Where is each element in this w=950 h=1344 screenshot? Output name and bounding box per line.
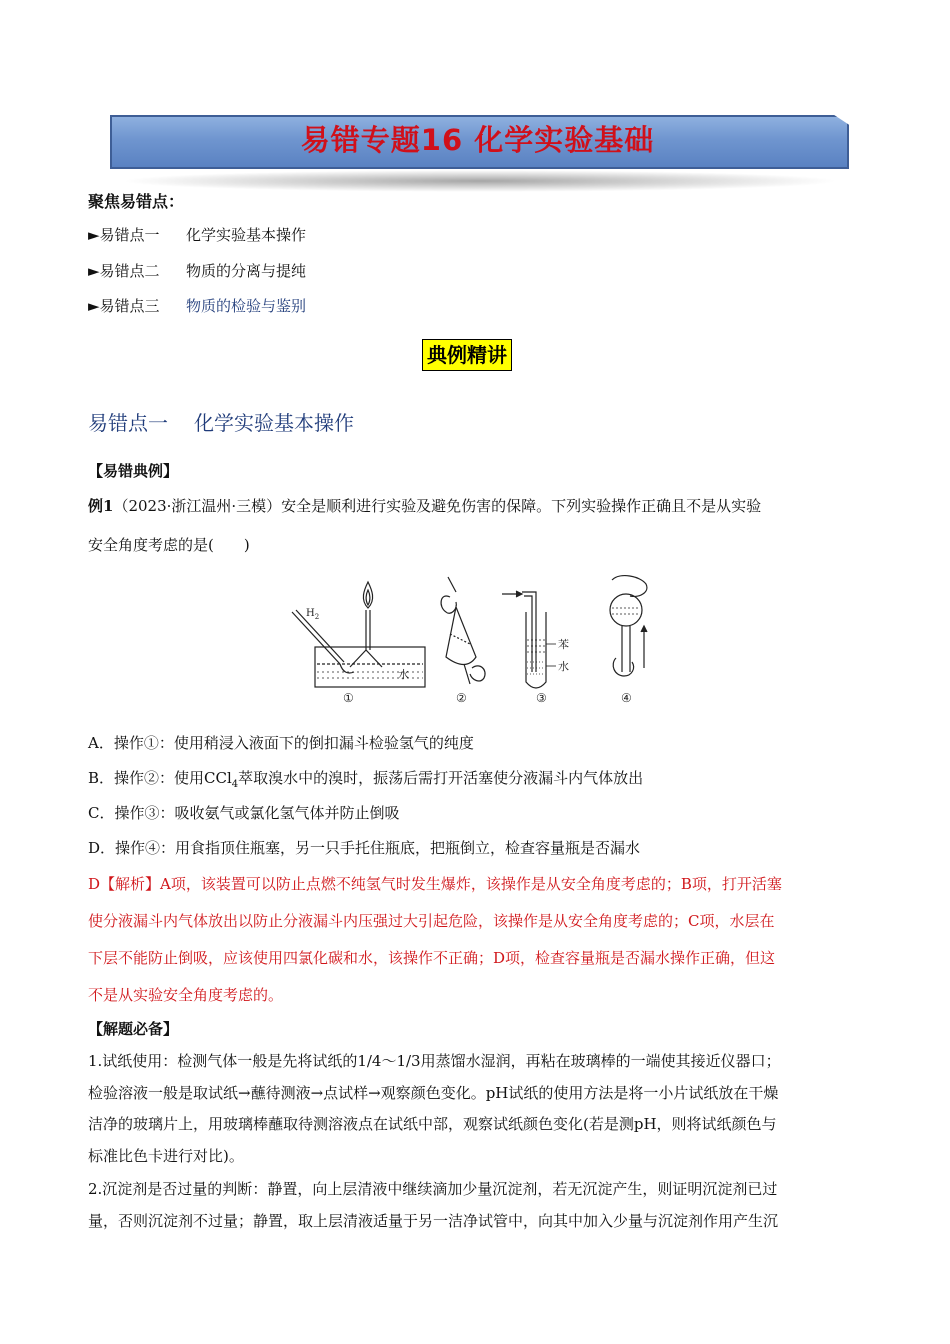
page-title: 易错专题16 化学实验基础	[300, 123, 655, 157]
section-heading-text: 化学实验基本操作	[194, 411, 354, 435]
prep-tag: 【解题必备】	[88, 1020, 179, 1038]
analysis-line-2: 使分液漏斗内气体放出以防止分液漏斗内压强过大引起危险，该操作是从安全角度考虑的；C项，水层在	[88, 912, 775, 930]
option-d	[88, 837, 640, 858]
option-text: 使用稍浸入液面下的倒扣漏斗检验氢气的纯度	[173, 734, 474, 752]
prep-line-4: 标准比色卡进行对比)。	[88, 1147, 244, 1165]
option-a	[88, 732, 474, 753]
prep-line-1: 1.试纸使用：检测气体一般是先将试纸的1/4～1/3用蒸馏水湿润，再粘在玻璃棒的一端使其接近仪器口；	[88, 1052, 781, 1070]
example-tag: 【易错典例】	[88, 462, 179, 480]
example-line-2: 安全角度考虑的是( )	[88, 536, 250, 554]
invert-arrow-head	[641, 626, 647, 632]
benzene-label: 苯	[558, 638, 569, 651]
focus-item-label: ►易错点一	[88, 226, 160, 244]
typical-examples-badge: 典例精讲	[422, 339, 512, 371]
delivery-tube	[522, 592, 536, 672]
lower-hand-icon	[470, 666, 485, 681]
volumetric-flask-bulb	[610, 594, 642, 626]
funnel-stem-2	[464, 664, 470, 684]
section-heading	[88, 407, 354, 436]
upper-hand-icon	[441, 596, 456, 613]
prep-line-3: 洁净的玻璃片上，用玻璃棒蘸取待测溶液点在试纸中部，观察试纸颜色变化(若是测pH，则将试纸颜色与	[88, 1115, 777, 1133]
option-prefix: C．操作③：	[88, 804, 175, 822]
water-label: 水	[398, 668, 409, 681]
analysis-line-1: D【解析】A项，该装置可以防止点燃不纯氢气时发生爆炸，该操作是从安全角度考虑的；B项，打开活塞	[88, 875, 782, 893]
option-prefix: B．操作②：	[88, 769, 175, 787]
figure-number-4: ④	[621, 691, 632, 705]
analysis-line-3: 下层不能防止倒吸，应该使用四氯化碳和水，该操作不正确；D项，检查容量瓶是否漏水操作正确，但这	[88, 949, 776, 967]
option-prefix: A．操作①：	[88, 734, 174, 752]
option-c	[88, 802, 400, 823]
prep-line-5: 2.沉淀剂是否过量的判断：静置，向上层清液中继续滴加少量沉淀剂，若无沉淀产生，则证明沉淀剂已过	[88, 1180, 778, 1198]
option-prefix: D．操作④：	[88, 839, 176, 857]
funnel-stopper-rod	[448, 577, 456, 592]
separatory-funnel-body	[446, 607, 476, 665]
arrow-head	[516, 591, 522, 597]
figure-number-1: ①	[343, 691, 354, 705]
flask-neck	[622, 626, 630, 672]
focus-item-2	[88, 260, 306, 281]
focus-heading: 聚焦易错点：	[88, 192, 185, 211]
focus-item-label: ►易错点二	[88, 262, 160, 280]
top-hand-icon	[612, 576, 647, 597]
apparatus-4	[610, 576, 647, 705]
example-label: 例1	[88, 497, 114, 515]
analysis-line-4: 不是从实验安全角度考虑的。	[88, 986, 284, 1004]
apparatus-figure	[280, 572, 670, 712]
focus-item-text: 物质的分离与提纯	[186, 262, 307, 280]
example-text: （2023·浙江温州·三模）安全是顺利进行实验及避免伤害的保障。下列实验操作正确且不是从实验	[113, 497, 762, 515]
gas-inlet-tube-inner	[296, 610, 344, 662]
apparatus-2	[441, 577, 485, 705]
option-text: 用食指顶住瓶塞，另一只手托住瓶底，把瓶倒立，检查容量瓶是否漏水	[175, 839, 641, 857]
focus-item-text: 物质的检验与鉴别	[186, 297, 307, 315]
example-line-1	[88, 495, 761, 516]
option-text-cont: 萃取溴水中的溴时，振荡后需打开活塞使分液漏斗内气体放出	[238, 769, 644, 787]
focus-item-text: 化学实验基本操作	[186, 226, 307, 244]
h2-label: $H_2$	[306, 608, 320, 621]
figure-number-3: ③	[536, 691, 547, 705]
flame-core	[366, 590, 370, 605]
flask-liquid	[612, 608, 640, 614]
apparatus-3	[502, 591, 569, 705]
prep-line-6: 量，否则沉淀剂不过量；静置，取上层清液适量于另一洁净试管中，向其中加入少量与沉淀剂作用产生沉	[88, 1212, 779, 1230]
focus-item-3	[88, 295, 306, 316]
option-b	[88, 767, 643, 790]
focus-item-label: ►易错点三	[88, 297, 160, 315]
water-trough	[315, 647, 425, 687]
delivery-tube-inner	[524, 596, 532, 672]
figure-number-2: ②	[456, 691, 467, 705]
option-text: 使用CCl	[174, 769, 232, 787]
option-text: 吸收氨气或氯化氢气体并防止倒吸	[174, 804, 400, 822]
title-banner-shadow	[120, 170, 840, 192]
apparatus-1	[292, 582, 425, 705]
focus-item-1	[88, 224, 306, 245]
prep-line-2: 检验溶液一般是取试纸→蘸待测液→点试样→观察颜色变化。pH试纸的使用方法是将一小片试纸放在干燥	[88, 1084, 779, 1102]
water-label-2: 水	[558, 660, 569, 673]
option-subscript: 4	[231, 779, 239, 790]
section-heading-label: 易错点一	[88, 411, 168, 435]
